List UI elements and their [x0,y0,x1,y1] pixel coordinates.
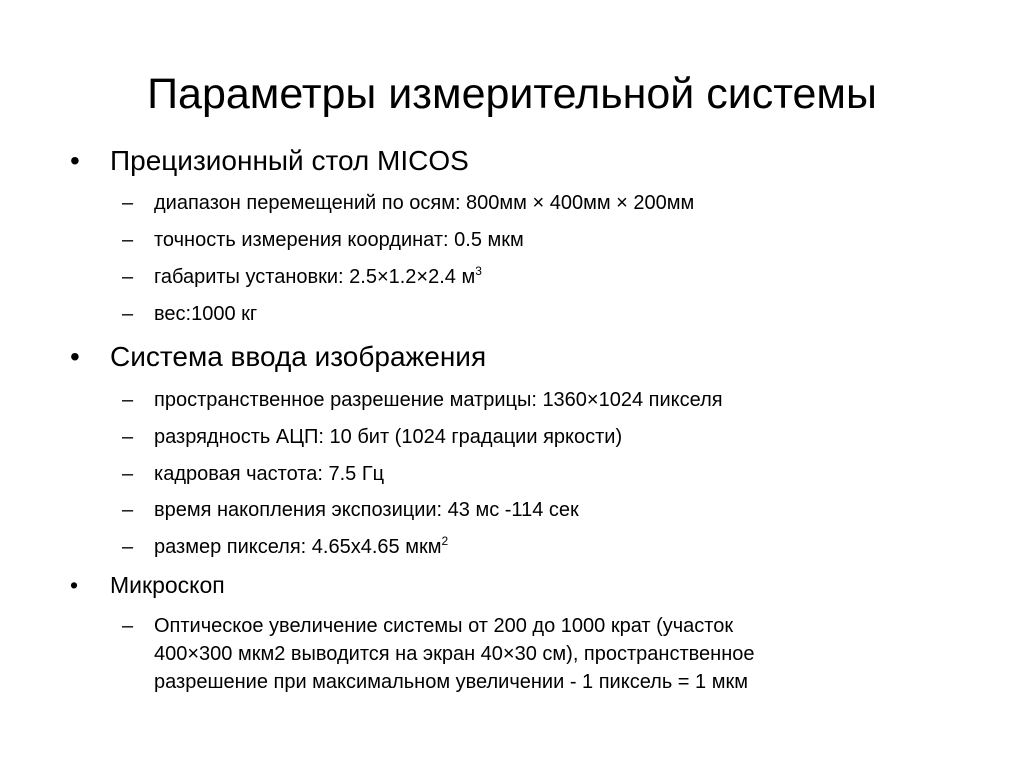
sub-item-text: разрядность АЦП: 10 бит (1024 градации яркости) [154,426,623,448]
dash-icon: – [122,229,134,251]
sub-item-text-container [154,534,448,560]
bullet-icon: • [70,341,80,372]
dash-icon: – [122,499,134,521]
slide-title: Параметры измерительной системы [147,70,877,118]
bullet-heading: Прецизионный стол MICOS [110,145,469,176]
superscript: 3 [475,264,482,278]
superscript: 2 [441,534,449,548]
sub-item-text: вес:1000 кг [154,303,258,325]
sub-item-paragraph [154,612,944,696]
sub-item-text: размер пикселя: 4.65х4.65 мкм [154,536,442,558]
paragraph-line: Оптическое увеличение системы от 200 до 1000 крат (участок [154,615,734,637]
dash-icon: – [122,303,134,325]
bullet-heading: Система ввода изображения [110,341,487,372]
dash-icon: – [122,192,134,214]
dash-icon: – [122,463,134,485]
bullet-heading: Микроскоп [110,572,225,598]
dash-icon: – [122,536,134,558]
paragraph-line: разрешение при максимальном увеличении - 1 пиксель = 1 мкм [154,671,748,693]
dash-icon: – [122,266,134,288]
sub-item-text: диапазон перемещений по осям: 800мм × 400мм × 200мм [154,192,695,214]
dash-icon: – [122,615,134,637]
dash-icon: – [122,426,134,448]
sub-item-text: кадровая частота: 7.5 Гц [154,463,385,485]
bullet-icon: • [70,145,80,176]
sub-item-text-container [154,264,482,290]
sub-item-text: пространственное разрешение матрицы: 1360×1024 пикселя [154,389,723,411]
bullet-icon: • [70,572,79,598]
dash-icon: – [122,389,134,411]
sub-item-text: габариты установки: 2.5×1.2×2.4 м [154,266,476,288]
sub-item-text: точность измерения координат: 0.5 мкм [154,229,524,251]
sub-item-text: время накопления экспозиции: 43 мс -114 сек [154,499,579,521]
paragraph-line: 400×300 мкм2 выводится на экран 40×30 см), пространственное [154,643,755,665]
